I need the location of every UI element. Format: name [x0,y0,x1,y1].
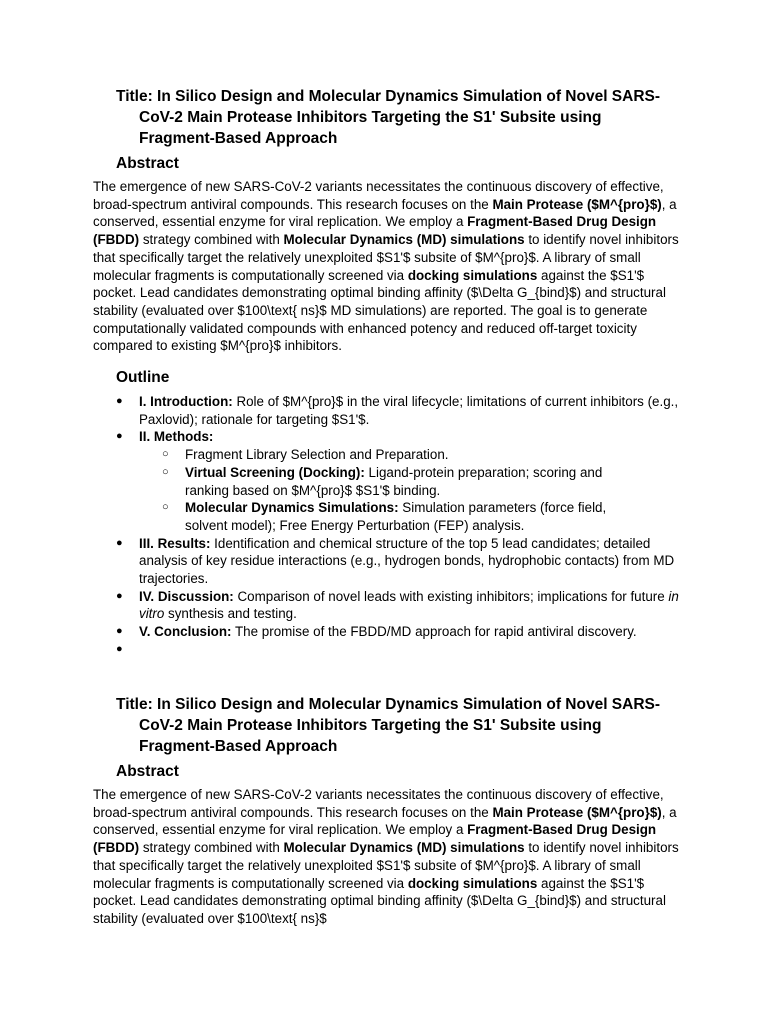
bullet-icon: ● [116,536,123,549]
abstract-heading-repeat: Abstract [116,763,179,780]
outline-item-methods: ● II. Methods: ○ Fragment Library Selection and Preparation. ○ Virtual Screening (Docking): Ligand-protein preparation; scoring and ranking based on $M^{pro}$ $S1'$ binding. ○ Molecular Dynamics Simulations: Simulation parameters (force field, solvent model); Free Energy Perturbation (FEP) analysis. [0,428,684,534]
abstract-paragraph-repeat: The emergence of new SARS-CoV-2 variants necessitates the continuous discovery of effective, broad-spectrum antiviral compounds. This research focuses on the Main Protease ($M^{pro}$), a conserved, essential enzyme for viral replication. We employ a Fragment-Based Drug Design (FBDD) strategy combined with Molecular Dynamics (MD) simulations to identify novel inhibitors that specifically target the relatively unexploited $S1'$ subsite of $M^{pro}$. A library of small molecular fragments is computationally screened via docking simulations against the $S1'$ pocket. Lead candidates demonstrating optimal binding affinity ($\Delta G_{bind}$) and structural stability (evaluated over $100\text{ ns}$ [93,787,679,926]
sub-item-md-simulations: ○ Molecular Dynamics Simulations: Simulation parameters (force field, solvent model); Free Energy Perturbation (FEP) analysis. [162,500,607,533]
abstract-paragraph: The emergence of new SARS-CoV-2 variants necessitates the continuous discovery of effective, broad-spectrum antiviral compounds. This research focuses on the Main Protease ($M^{pro}$), a conserved, essential enzyme for viral replication. We employ a Fragment-Based Drug Design (FBDD) strategy combined with Molecular Dynamics (MD) simulations to identify novel inhibitors that specifically target the relatively unexploited $S1'$ subsite of $M^{pro}$. A library of small molecular fragments is computationally screened via docking simulations against the $S1'$ pocket. Lead candidates demonstrating optimal binding affinity ($\Delta G_{bind}$) and structural stability (evaluated over $100\text{ ns}$ MD simulations) are reported. The goal is to generate computationally validated compounds with enhanced potency and reduced off-target toxicity compared to existing $M^{pro}$ inhibitors. [93,179,679,354]
document-title-repeat: Title: In Silico Design and Molecular Dynamics Simulation of Novel SARS-CoV-2 Main Protease Inhibitors Targeting the S1' Subsite using Fragment-Based Approach [116,696,661,755]
section-1 [0,86,768,659]
sub-item-virtual-screening: ○ Virtual Screening (Docking): Ligand-protein preparation; scoring and ranking based on $M^{pro}$ $S1'$ binding. [162,464,603,498]
methods-sublist [139,446,684,535]
bullet-icon: ● [116,395,123,408]
outline-item-introduction: ● I. Introduction: Role of $M^{pro}$ in the viral lifecycle; limitations of current inhibitors (e.g., Paxlovid); rationale for targeting $S1'$. [116,394,679,427]
section-2 [0,694,768,928]
outline-item-discussion: ● IV. Discussion: Comparison of novel leads with existing inhibitors; implications for future in vitro synthesis and testing. [116,588,679,622]
outline-item-results: ● III. Results: Identification and chemical structure of the top 5 lead candidates; detailed analysis of key residue interactions (e.g., hydrogen bonds, hydrophobic contacts) from MD trajectories. [116,535,675,587]
bullet-icon: ● [116,430,123,443]
bullet-icon: ● [116,642,123,655]
abstract-heading: Abstract [116,155,179,172]
outline-item-empty [0,641,684,659]
bullet-icon: ● [116,625,123,638]
outline-heading: Outline [116,369,170,387]
outline-item-conclusion: ● V. Conclusion: The promise of the FBDD/MD approach for rapid antiviral discovery. [116,624,637,640]
outline-list [0,393,768,659]
bullet-icon: ● [116,589,123,602]
circle-bullet-icon: ○ [162,448,169,461]
document-title: Title: In Silico Design and Molecular Dynamics Simulation of Novel SARS-CoV-2 Main Protease Inhibitors Targeting the S1' Subsite using Fragment-Based Approach [116,88,661,147]
sub-item-fragment-library: ○ Fragment Library Selection and Preparation. [162,447,449,463]
circle-bullet-icon: ○ [162,501,169,514]
circle-bullet-icon: ○ [162,465,169,478]
